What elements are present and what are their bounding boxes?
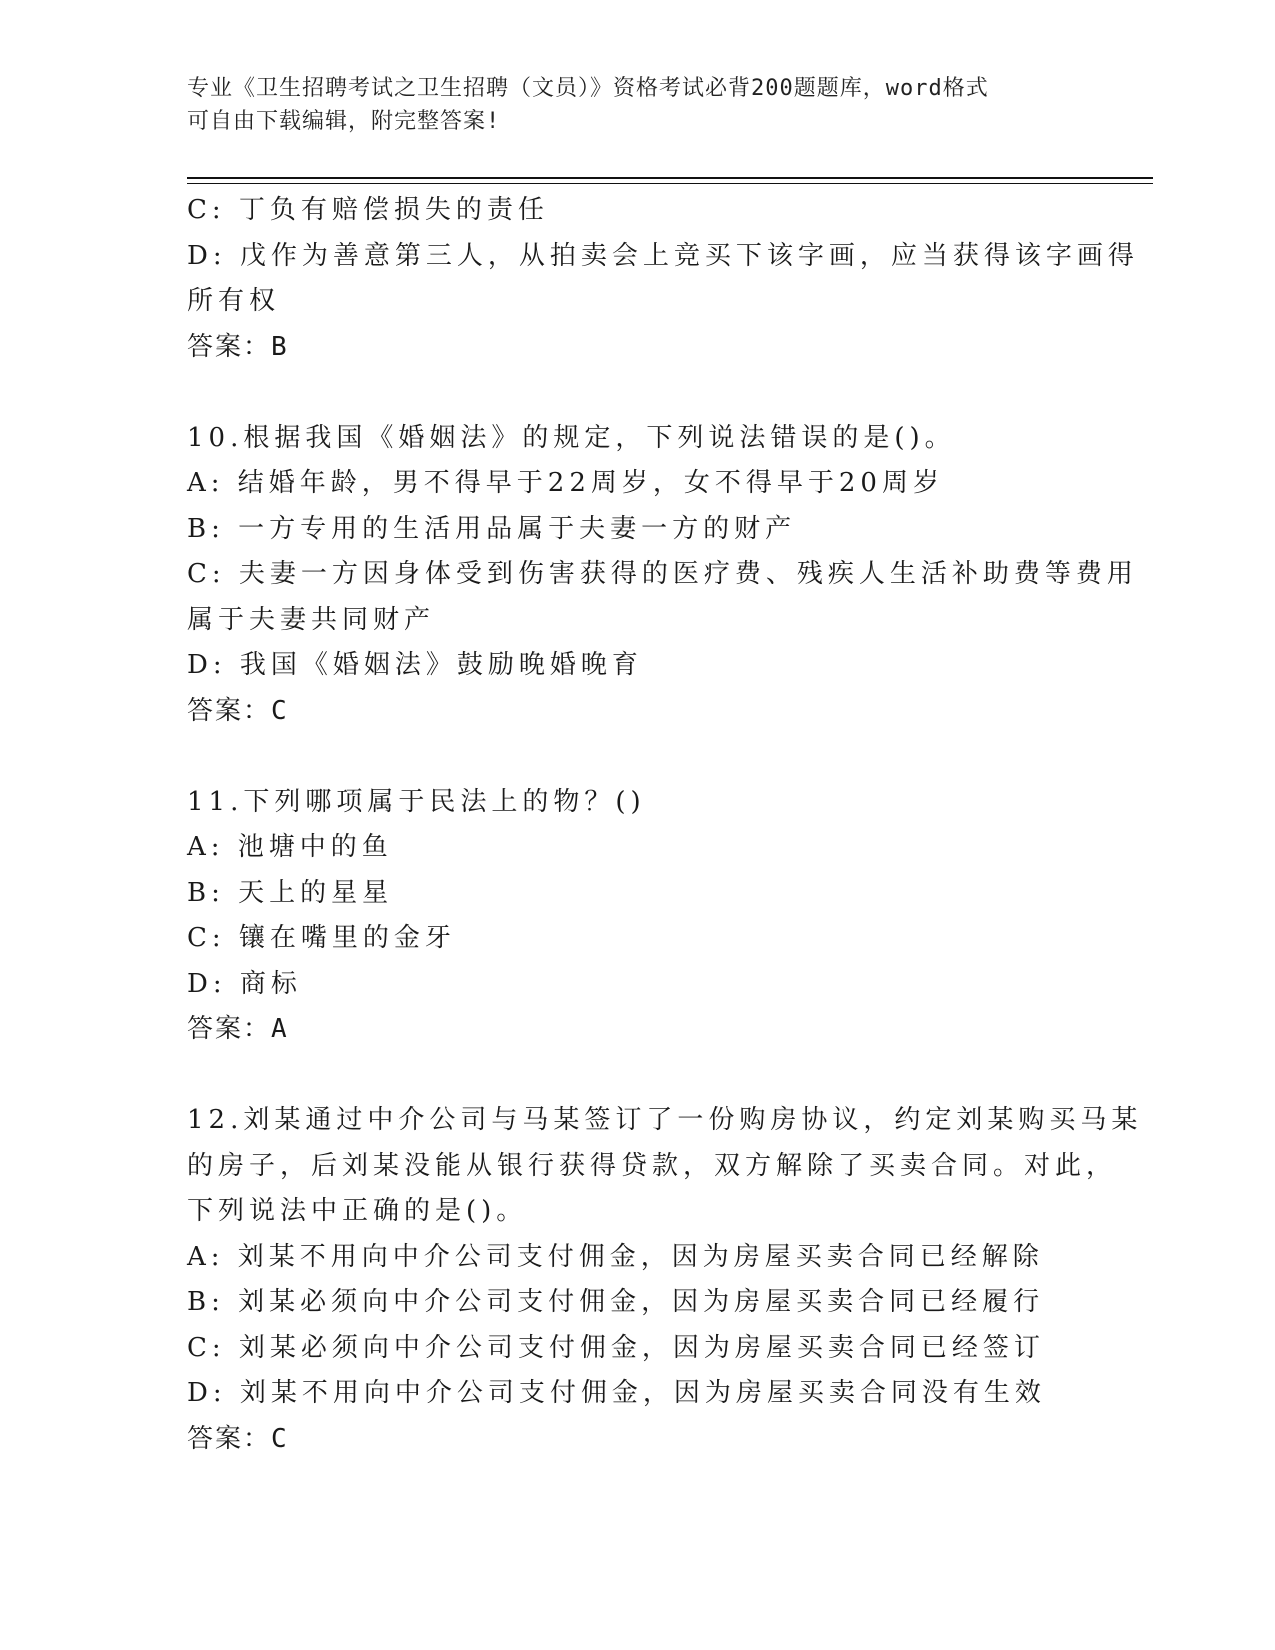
question-stem: 10.根据我国《婚姻法》的规定，下列说法错误的是()。 — [187, 422, 956, 453]
option-a: A: 结婚年龄，男不得早于22周岁，女不得早于20周岁 — [187, 468, 944, 498]
answer-value: A — [271, 1014, 287, 1044]
option-d: D: 戊作为善意第三人，从拍卖会上竞买下该字画，应当获得该字画得 — [187, 240, 1139, 271]
question-content — [187, 188, 1143, 1462]
spacer — [187, 734, 1087, 780]
answer-line — [187, 689, 1087, 735]
option-d-continued: 所有权 — [187, 286, 281, 316]
answer-value: C — [271, 1423, 287, 1454]
page-header — [187, 72, 1087, 138]
question-stem-continued: 的房子，后刘某没能从银行获得贷款，双方解除了买卖合同。对此， — [187, 1150, 1118, 1181]
question-stem-continued: 下列说法中正确的是()。 — [187, 1196, 528, 1226]
question-11 — [187, 780, 1087, 1053]
option-d: D: 商标 — [187, 968, 302, 999]
option-b: B: 一方专用的生活用品属于夫妻一方的财产 — [187, 513, 797, 544]
answer-value: C — [271, 695, 287, 726]
option-d: D: 我国《婚姻法》鼓励晚婚晚育 — [187, 650, 643, 680]
header-line-1: 专业《卫生招聘考试之卫生招聘（文员）》资格考试必背200题题库，word格式 — [187, 76, 989, 101]
header-line-2: 可自由下载编辑，附完整答案! — [187, 109, 501, 134]
question-stem: 11.下列哪项属于民法上的物？() — [187, 786, 646, 817]
answer-label: 答案： — [187, 331, 272, 362]
option-c: C: 镶在嘴里的金牙 — [187, 923, 456, 953]
question-12 — [187, 1098, 1143, 1462]
answer-line — [187, 325, 1087, 371]
header-divider-thick — [187, 177, 1153, 179]
option-b: B: 刘某必须向中介公司支付佣金，因为房屋买卖合同已经履行 — [187, 1287, 1045, 1317]
answer-label: 答案： — [187, 1014, 272, 1044]
option-c: C: 丁负有赔偿损失的责任 — [187, 195, 549, 225]
option-c: C: 刘某必须向中介公司支付佣金，因为房屋买卖合同已经签订 — [187, 1332, 1045, 1363]
spacer — [187, 370, 1087, 416]
spacer — [187, 1053, 1087, 1099]
option-d: D: 刘某不用向中介公司支付佣金，因为房屋买卖合同没有生效 — [187, 1378, 1046, 1408]
option-b: B: 天上的星星 — [187, 877, 394, 908]
option-a: A: 池塘中的鱼 — [187, 832, 393, 862]
option-a: A: 刘某不用向中介公司支付佣金，因为房屋买卖合同已经解除 — [187, 1241, 1044, 1272]
answer-label: 答案： — [187, 695, 272, 726]
answer-label: 答案： — [187, 1423, 272, 1454]
question-9-tail — [187, 188, 1139, 370]
option-c-continued: 属于夫妻共同财产 — [187, 604, 436, 635]
question-stem: 12.刘某通过中介公司与马某签订了一份购房协议，约定刘某购买马某 — [187, 1105, 1143, 1135]
option-c: C: 夫妻一方因身体受到伤害获得的医疗费、残疾人生活补助费等费用 — [187, 559, 1138, 589]
answer-line — [187, 1417, 1087, 1463]
answer-value: B — [271, 331, 287, 362]
question-10 — [187, 416, 1138, 735]
answer-line — [187, 1007, 1087, 1053]
header-divider-thin — [187, 183, 1153, 184]
